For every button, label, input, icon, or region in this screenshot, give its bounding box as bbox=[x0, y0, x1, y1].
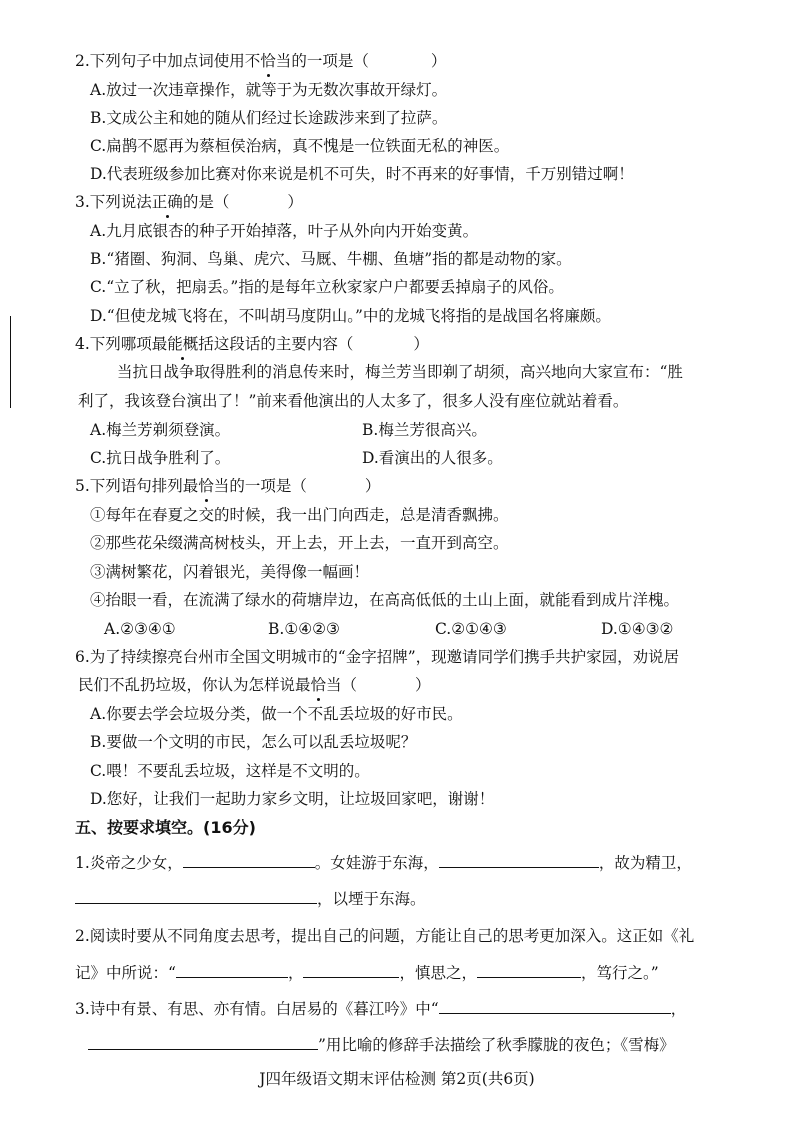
passage-line: 当抗日战争取得胜利的消息传来时，梅兰芳当即剃了胡须，高兴地向大家宣布：“胜 bbox=[117, 363, 683, 381]
question-stem-text: （ bbox=[341, 676, 358, 694]
fill-text: 。女娃游于东海， bbox=[314, 854, 439, 872]
option-c: C.扁鹊不愿再为蔡桓侯治病，真不愧是一位铁面无私的神医。 bbox=[90, 137, 510, 155]
answer-blank[interactable] bbox=[88, 1033, 318, 1050]
passage-line: 利了，我该登台演出了！”前来看他演出的人太多了，很多人没有座位就站着看。 bbox=[78, 392, 629, 410]
question-stem-text: 民们不乱扔垃圾，你认为怎样说 bbox=[78, 676, 296, 694]
question-6-stem-cont bbox=[78, 674, 431, 696]
answer-blank[interactable] bbox=[75, 887, 317, 904]
fill-text: ，以堙于东海。 bbox=[317, 890, 426, 908]
option-d: D.①④③② bbox=[601, 620, 674, 638]
question-stem-text: 4.下列哪项 bbox=[75, 335, 152, 353]
sentence-2: ②那些花朵缀满高树枝头，开上去，开上去，一直开到高空。 bbox=[90, 534, 509, 552]
answer-blank[interactable] bbox=[439, 851, 599, 868]
question-emphasis: 最恰当 bbox=[295, 676, 342, 694]
question-stem-text: 5.下列语句排列 bbox=[75, 477, 183, 495]
option-c: C.喂！不要乱丢垃圾，这样是不文明的。 bbox=[90, 762, 370, 780]
question-stem-text: 的一项是（ bbox=[291, 52, 369, 70]
option-b: B.文成公主和她的随从们经过长途跋涉来到了拉萨。 bbox=[90, 109, 448, 127]
question-stem-text: 2.下列句子中加点词使用 bbox=[75, 52, 245, 70]
section-title: 五、按要求填空。(16分) bbox=[75, 818, 256, 837]
fill-question-1 bbox=[75, 851, 692, 874]
question-4-stem bbox=[75, 333, 429, 355]
answer-paren-close: ） bbox=[415, 676, 431, 694]
question-5-stem bbox=[75, 475, 380, 497]
fill-text: ，慎思之， bbox=[399, 964, 477, 982]
option-b: B.①④②③ bbox=[268, 620, 340, 638]
option-b: B.要做一个文明的市民，怎么可以乱丢垃圾呢？ bbox=[90, 733, 417, 751]
fill-question-3 bbox=[75, 997, 686, 1020]
sentence-3: ③满树繁花，闪着银光，美得像一幅画！ bbox=[90, 563, 370, 581]
option-a: A.梅兰芳剃须登演。 bbox=[90, 421, 231, 439]
question-6-stem: 6.为了持续擦亮台州市全国文明城市的“金字招牌”，现邀请同学们携手共护家园，劝说居 bbox=[75, 648, 680, 666]
question-stem-text: 3.下列说法 bbox=[75, 193, 152, 211]
question-emphasis: 最恰当 bbox=[182, 477, 230, 495]
option-d: D.看演出的人很多。 bbox=[362, 449, 503, 467]
option-a: A.放过一次违章操作，就等于为无数次事故开绿灯。 bbox=[90, 81, 448, 99]
answer-paren-close: ） bbox=[413, 335, 429, 353]
option-d: D.您好，让我们一起助力家乡文明，让垃圾回家吧，谢谢！ bbox=[90, 790, 495, 808]
question-3-stem bbox=[75, 191, 303, 213]
option-a: A.九月底银杏的种子开始掉落，叶子从外向内开始变黄。 bbox=[90, 222, 479, 240]
answer-paren-close: ） bbox=[430, 52, 447, 70]
answer-blank[interactable] bbox=[303, 961, 399, 978]
fill-question-2: 2.阅读时要从不同角度去思考，提出自己的问题，方能让自己的思考更加深入。这正如《礼 bbox=[75, 927, 695, 945]
question-emphasis: 不恰当 bbox=[244, 52, 292, 70]
option-c: C.②①④③ bbox=[435, 620, 507, 638]
option-b: B.“猪圈、狗洞、鸟巢、虎穴、马厩、牛棚、鱼塘”指的都是动物的家。 bbox=[90, 250, 572, 268]
answer-blank[interactable] bbox=[183, 851, 315, 868]
page-footer: J四年级语文期末评估检测 第2页(共6页) bbox=[259, 1070, 535, 1088]
answer-blank[interactable] bbox=[439, 997, 671, 1014]
binding-margin-mark bbox=[10, 316, 11, 408]
fill-question-2-cont bbox=[75, 961, 659, 984]
answer-blank[interactable] bbox=[477, 961, 581, 978]
option-d: D.“但使龙城飞将在，不叫胡马度阴山。”中的龙城飞将指的是战国名将廉颇。 bbox=[90, 307, 611, 325]
sentence-1: ①每年在春夏之交的时候，我一出门向西走，总是清香飘拂。 bbox=[90, 506, 509, 524]
fill-text: ，故为精卫， bbox=[598, 854, 692, 872]
fill-text: 1.炎帝之少女， bbox=[75, 854, 183, 872]
option-d: D.代表班级参加比赛对你来说是机不可失，时不再来的好事情，千万别错过啊！ bbox=[90, 165, 634, 183]
fill-text: ， bbox=[670, 1000, 687, 1018]
fill-text: ”用比喻的修辞手法描绘了秋季朦胧的夜色；《雪梅》 bbox=[318, 1036, 675, 1054]
option-c: C.抗日战争胜利了。 bbox=[90, 449, 231, 467]
question-stem-text: 的是（ bbox=[182, 193, 230, 211]
option-a: A.②③④① bbox=[104, 620, 176, 638]
question-stem-text: 这段话的主要内容（ bbox=[213, 335, 354, 353]
fill-text: ，笃行之。” bbox=[580, 964, 659, 982]
question-emphasis: 最能概括 bbox=[151, 335, 214, 353]
fill-text: 记》中所说：“ bbox=[75, 964, 176, 982]
answer-paren-close: ） bbox=[287, 193, 303, 211]
option-b: B.梅兰芳很高兴。 bbox=[362, 421, 487, 439]
question-stem-text: 的一项是（ bbox=[229, 477, 307, 495]
question-2-stem bbox=[75, 50, 446, 72]
option-a: A.你要去学会垃圾分类，做一个不乱丢垃圾的好市民。 bbox=[90, 705, 463, 723]
answer-paren-close: ） bbox=[364, 477, 381, 495]
fill-text: ， bbox=[287, 964, 304, 982]
sentence-4: ④抬眼一看，在流满了绿水的荷塘岸边，在高高低低的土山上面，就能看到成片洋槐。 bbox=[90, 591, 680, 609]
option-c: C.“立了秋，把扇丢。”指的是每年立秋家家户户都要丢掉扇子的风俗。 bbox=[90, 278, 564, 296]
fill-text: 3.诗中有景、有思、亦有情。白居易的《暮江吟》中“ bbox=[75, 1000, 439, 1018]
answer-blank[interactable] bbox=[176, 961, 288, 978]
question-emphasis: 正确 bbox=[151, 193, 183, 211]
fill-question-3-cont bbox=[88, 1033, 675, 1056]
fill-question-1-cont bbox=[75, 887, 426, 910]
